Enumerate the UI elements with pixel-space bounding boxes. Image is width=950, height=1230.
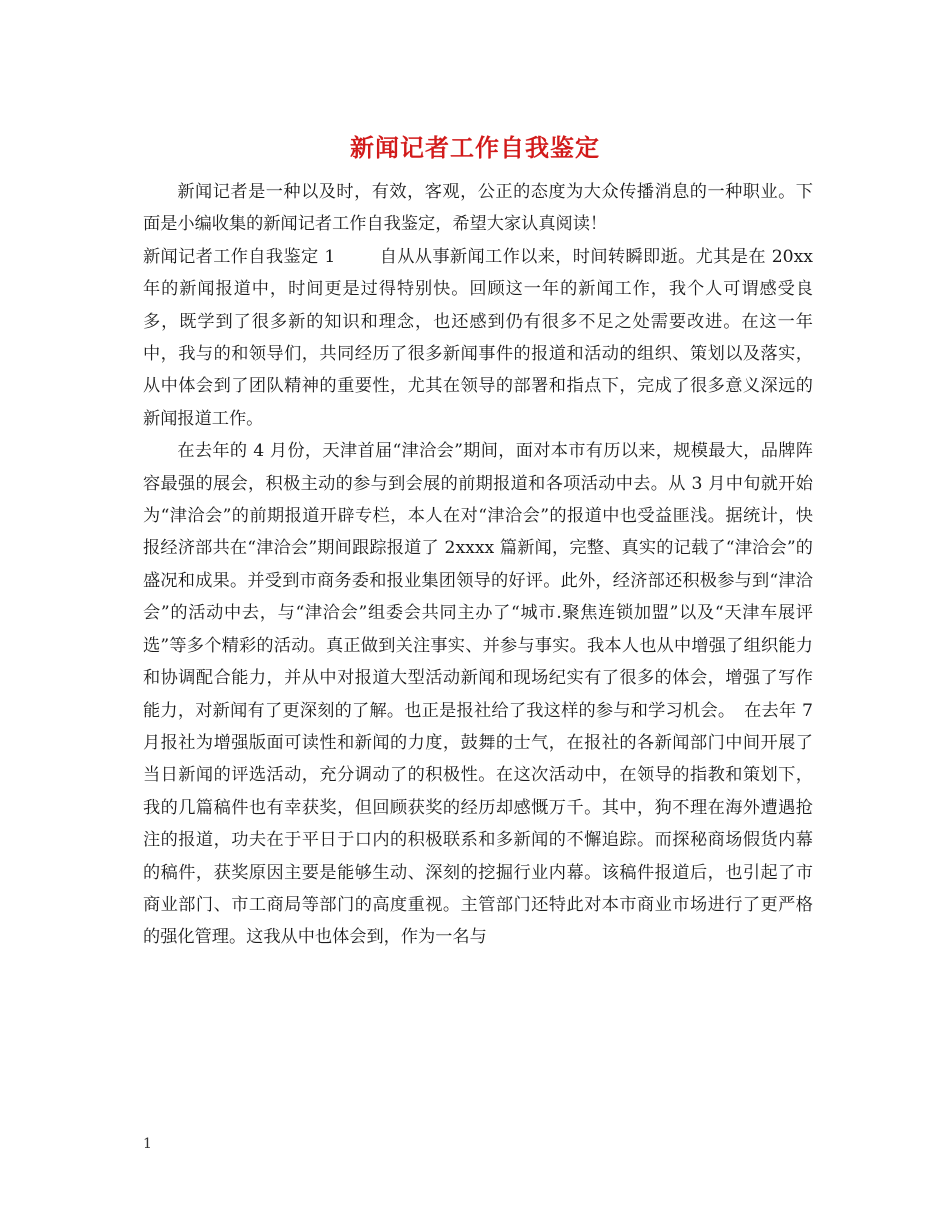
section-heading: 新闻记者工作自我鉴定 1 [143,246,336,267]
page-number: 1 [143,1136,152,1152]
paragraph-1: 自从从事新闻工作以来，时间转瞬即逝。尤其是在 20xx 年的新闻报道中，时间更是过得特别快。回顾这一年的新闻工作，我个人可谓感受良多，既学到了很多新的知识和理念，也还感到仍有很多不足之处需要改进。在这一年中，我与的和领导们，共同经历了很多新闻事件的报道和活动的组织、策划以及落实，从中体会到了团队精神的重要性，尤其在领导的部署和指点下，完成了很多意义深远的新闻报道工作。 [143,246,813,429]
paragraph-2: 在去年的 4 月份，天津首届“津洽会”期间，面对本市有历以来，规模最大，品牌阵容最强的展会，积极主动的参与到会展的前期报道和各项活动中去。从 3 月中旬就开始为“津洽会”的前期报道开辟专栏，本人在对“津洽会”的报道中也受益匪浅。据统计，快报经济部共在“津洽会”期间跟踪报道了 2xxxx 篇新闻，完整、真实的记载了“津洽会”的盛况和成果。并受到市商务委和报业集团领导的好评。此外，经济部还积极参与到“津洽会”的活动中去，与“津洽会”组委会共同主办了“城市.聚焦连锁加盟”以及“天津车展评选”等多个精彩的活动。真正做到关注事实、并参与事实。我本人也从中增强了组织能力和协调配合能力，并从中对报道大型活动新闻和现场纪实有了很多的体会，增强了写作能力，对新闻有了更深刻的了解。也正是报社给了我这样的参与和学习机会。 在去年 7 月报社为增强版面可读性和新闻的力度，鼓舞的士气，在报社的各新闻部门中间开展了当日新闻的评选活动，充分调动了的积极性。在这次活动中，在领导的指教和策划下，我的几篇稿件也有幸获奖，但回顾获奖的经历却感慨万千。其中，狗不理在海外遭遇抢注的报道，功夫在于平日于口内的积极联系和多新闻的不懈追踪。而探秘商场假货内幕的稿件，获奖原因主要是能够生动、深刻的挖掘行业内幕。该稿件报道后，也引起了市商业部门、市工商局等部门的高度重视。主管部门还特此对本市商业市场进行了更严格的强化管理。这我从中也体会到，作为一名与 [143,441,813,948]
intro-paragraph: 新闻记者是一种以及时，有效，客观，公正的态度为大众传播消息的一种职业。下面是小编收集的新闻记者工作自我鉴定，希望大家认真阅读！ [143,182,813,235]
document-title: 新闻记者工作自我鉴定 [350,133,600,162]
document-body [143,176,813,954]
section-paragraph [143,241,813,435]
